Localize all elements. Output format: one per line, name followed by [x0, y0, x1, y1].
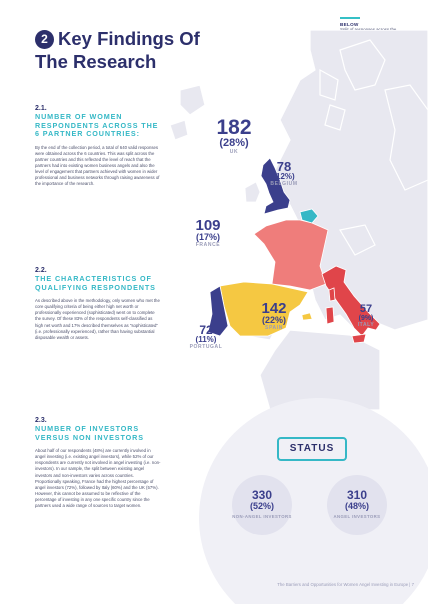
country-label-portugal	[186, 324, 226, 350]
country-percent: (11%)	[195, 335, 217, 344]
country-percent: (9%)	[358, 315, 374, 322]
stat-label: NON-ANGEL INVESTORS	[232, 514, 292, 519]
stat-percent: (52%)	[249, 501, 274, 511]
section-body: By the end of the collection period, a total of 640 valid responses were obtained across the 6 countries. This was split across the partner countries and this reflected the level of reach that the partners had into existing women business angels and also the level of engagement that partners achieved with women in wider professional and business networks through raising awareness of the importance of the research.	[35, 144, 160, 187]
section-heading: NUMBER OF WOMEN RESPONDENTS ACROSS THE 6 PARTNER COUNTRIES:	[35, 112, 159, 139]
stat-count: 310	[346, 488, 368, 502]
ireland-shape	[245, 182, 260, 202]
country-label-italy	[351, 304, 381, 328]
country-label-uk	[209, 117, 259, 155]
non-angel-investors-stat	[232, 475, 292, 535]
france-shape	[254, 220, 328, 290]
section-2-2	[35, 267, 161, 341]
below-label: BELOW	[340, 22, 359, 27]
stat-count: 330	[251, 488, 273, 502]
country-count: 142	[261, 300, 287, 317]
country-count: 109	[195, 217, 221, 234]
section-2-1	[35, 105, 161, 187]
sardinia-shape	[326, 307, 334, 324]
section-number: 2.1.	[35, 105, 47, 112]
country-name: SPAIN	[265, 325, 283, 331]
country-count: 72	[199, 323, 213, 337]
section-number-badge: 2	[35, 30, 54, 49]
page-footer: The Barriers and Opportunities for Women Angel Investing in Europe | 7	[277, 582, 414, 587]
page-title-line1: Key Findings Of	[58, 28, 200, 49]
sicily-shape	[352, 334, 366, 343]
country-name: PORTUGAL	[189, 344, 223, 350]
country-label-spain	[254, 301, 294, 331]
country-label-belgium	[264, 160, 304, 187]
balearic-islands-shape	[302, 313, 312, 320]
section-number: 2.2.	[35, 267, 47, 274]
country-count: 78	[276, 159, 292, 174]
country-name: BELGIUM	[270, 181, 298, 187]
section-body: About half of our respondents (48%) are currently involved in angel investing (i.e. existing angel investors), while 52% of our respondents are currently not involved in angel investing (i.e. non-investors). In our sample, the split between existing angel investors and non-investors varies across countries. Proportionally speaking, France had the highest percentage of angel investors (72%), followed by Italy (60%) and the UK (57%). However, this cannot be assumed to be reflective of the percentage of investing in any one specific country since the partners used a wide range of sources to target women.	[35, 448, 161, 509]
status-heading: STATUS	[277, 437, 347, 461]
angel-investors-stat	[327, 475, 387, 535]
country-percent: (28%)	[219, 137, 249, 149]
country-name: ITALY	[357, 322, 375, 328]
country-name: UK	[229, 149, 239, 155]
stat-label: ANGEL INVESTORS	[333, 514, 381, 519]
country-percent: (12%)	[273, 172, 295, 181]
section-body: As described above in the methodology, only women who met the core qualifying criteria of being either high net worth or professionally experienced (sophisticated) went on to complete the survey. Of these 83% of the respondents self-classified as high net worth and 17% described themselves as "sophisticated" (i.e. professionally experienced), rather than having substantial disposable wealth or assets.	[35, 298, 160, 340]
country-name: FRANCE	[195, 242, 221, 248]
section-number: 2.3.	[35, 417, 47, 424]
country-percent: (22%)	[261, 315, 286, 325]
country-label-france	[186, 218, 230, 248]
country-count: 57	[359, 303, 373, 315]
page-title-line2: The Research	[35, 51, 157, 72]
accent-rule	[340, 17, 360, 19]
country-percent: (17%)	[195, 232, 220, 242]
section-heading: NUMBER OF INVESTORS VERSUS NON INVESTORS	[35, 424, 144, 442]
europe-map	[140, 30, 428, 410]
section-heading: THE CHARACTERISTICS OF QUALIFYING RESPONDENTS	[35, 274, 156, 292]
section-2-3	[35, 417, 161, 509]
corsica-shape	[329, 288, 335, 301]
country-count: 182	[216, 116, 252, 139]
stat-percent: (48%)	[344, 501, 369, 511]
